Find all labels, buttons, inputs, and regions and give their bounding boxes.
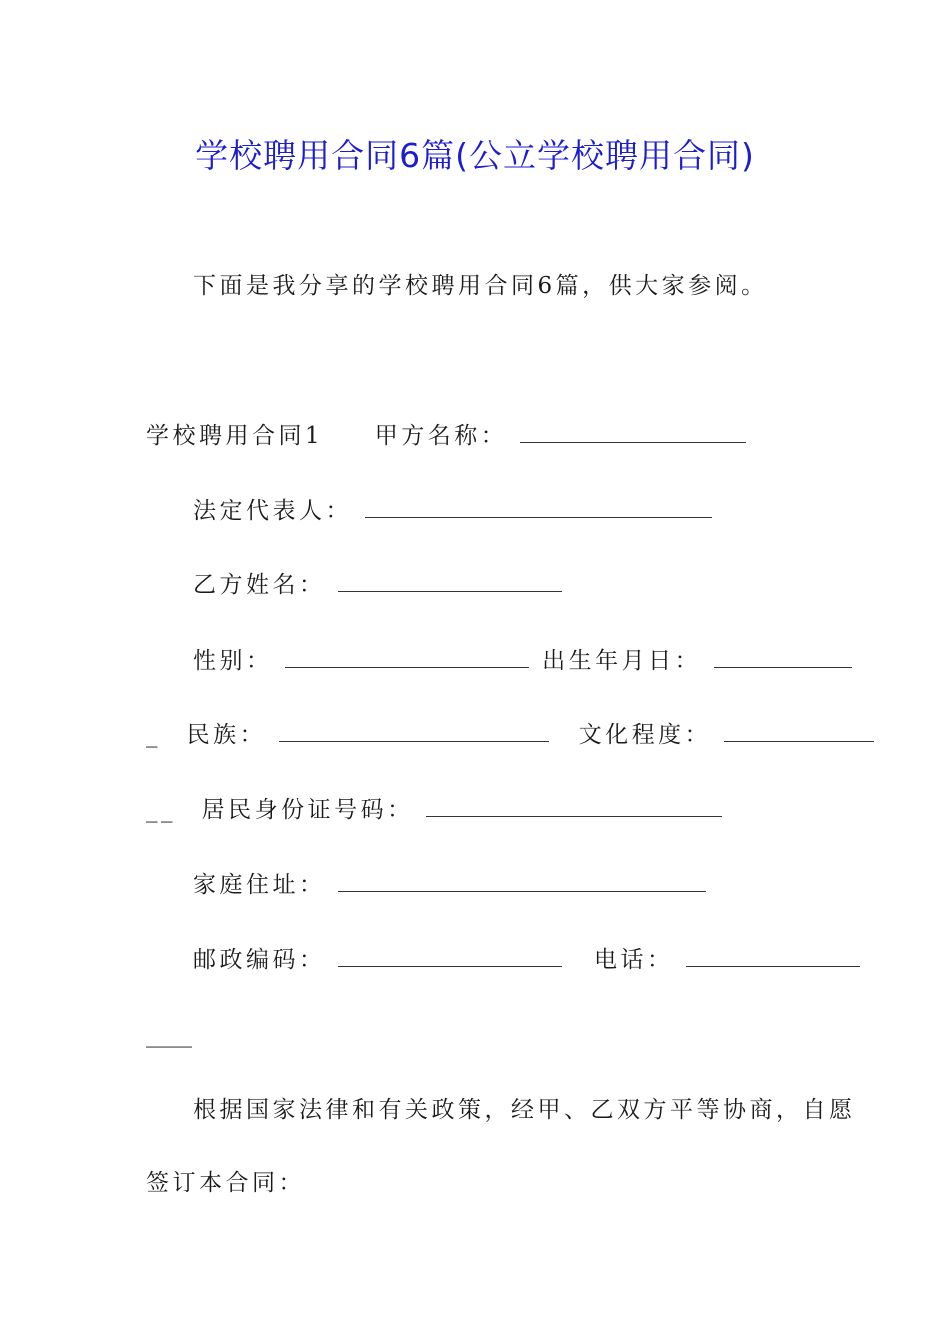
address-label: 家庭住址： — [193, 872, 326, 898]
body-text-2: 签订本合同： — [146, 1170, 305, 1196]
trailing-blank-line — [146, 1020, 192, 1050]
education-blank — [724, 721, 874, 742]
birthdate-blank — [714, 647, 852, 668]
blank-prefix-2: __ — [146, 797, 176, 823]
party-b-name-blank — [338, 571, 562, 592]
education-label: 文化程度： — [578, 722, 712, 748]
ethnicity-education-line — [146, 720, 876, 750]
body-paragraph-line-2 — [146, 1168, 305, 1198]
id-number-blank — [426, 796, 722, 817]
id-number-line — [146, 795, 724, 825]
gender-birth-line — [193, 646, 854, 676]
phone-blank — [686, 946, 860, 967]
body-paragraph-line-1 — [193, 1095, 856, 1125]
gender-label: 性别： — [193, 648, 273, 674]
body-text-1: 根据国家法律和有关政策，经甲、乙双方平等协商，自愿 — [193, 1097, 856, 1123]
intro-paragraph — [193, 271, 768, 301]
postal-code-label: 邮政编码： — [193, 947, 326, 973]
legal-rep-label: 法定代表人： — [193, 498, 352, 524]
section-label: 学校聘用合同1 — [146, 423, 324, 449]
intro-text: 下面是我分享的学校聘用合同6篇，供大家参阅。 — [193, 273, 768, 299]
phone-label: 电话： — [593, 947, 674, 973]
contract-header-line — [146, 421, 748, 451]
trailing-blank: ____ — [146, 1022, 192, 1048]
party-b-name-line — [193, 570, 564, 600]
postal-phone-line — [193, 945, 862, 975]
party-a-name-blank — [520, 422, 746, 443]
postal-code-blank — [338, 946, 562, 967]
gender-blank — [285, 647, 529, 668]
birthdate-label: 出生年月日： — [542, 648, 702, 674]
address-line — [193, 870, 708, 900]
ethnicity-blank — [279, 721, 549, 742]
party-b-name-label: 乙方姓名： — [193, 572, 326, 598]
id-number-label: 居民身份证号码： — [201, 797, 414, 823]
legal-rep-blank — [365, 497, 712, 518]
blank-prefix-1: _ — [146, 722, 161, 748]
legal-rep-line — [193, 496, 714, 526]
ethnicity-label: 民族： — [186, 722, 267, 748]
address-blank — [338, 871, 706, 892]
document-title: 学校聘用合同6篇(公立学校聘用合同) — [195, 136, 755, 175]
party-a-name-label: 甲方名称： — [374, 423, 508, 449]
